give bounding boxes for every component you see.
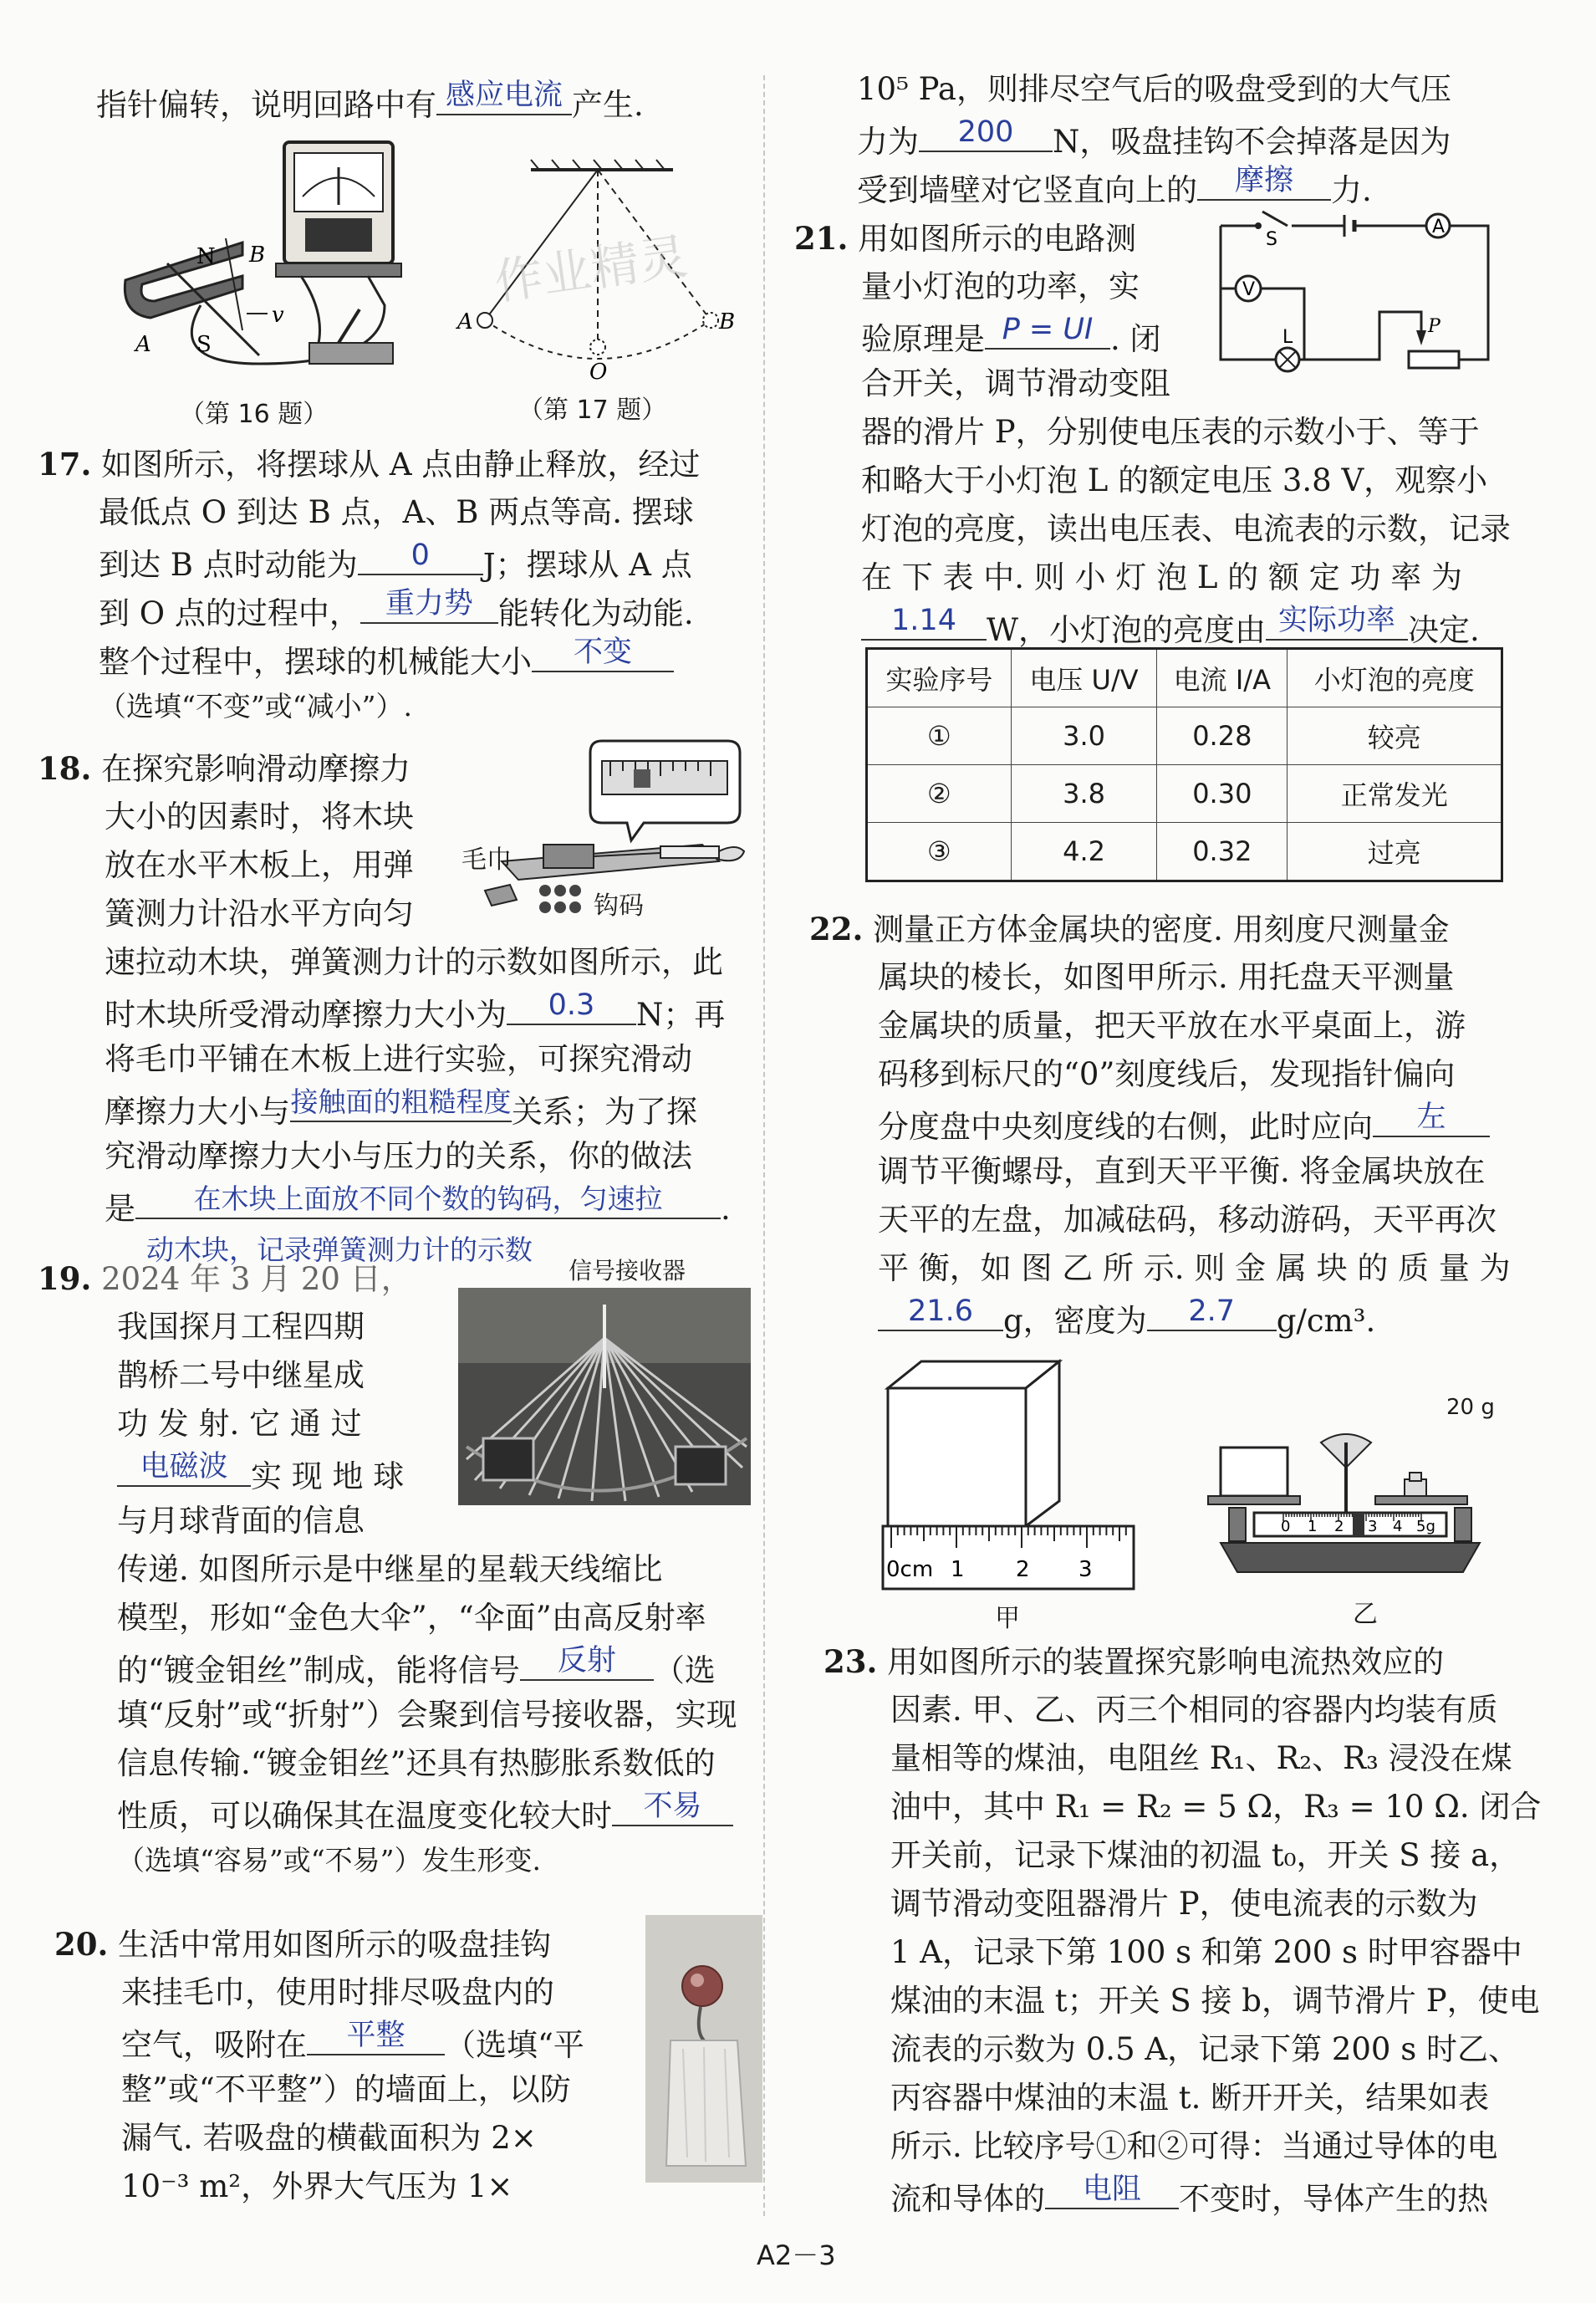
answer-blank: 摩擦 xyxy=(1197,162,1331,201)
q23-line-7: 1 A，记录下第 100 s 和第 200 s 时甲容器中 xyxy=(890,1934,1522,1970)
q22-line-4: 码移到标尺的“0”刻度线后，发现指针偏向 xyxy=(878,1056,1456,1092)
q20-line-5: 漏气. 若吸盘的横截面积为 2× xyxy=(121,2120,537,2156)
q21-line-6: 和略大于小灯泡 L 的额定电压 3.8 V，观察小 xyxy=(861,462,1488,498)
q18-line-9: 究滑动摩擦力大小与压力的关系，你的做法 xyxy=(105,1138,692,1174)
q18-line-1: 18. 在探究影响滑动摩擦力 xyxy=(38,750,411,787)
q17-line-3: 到达 B 点时动能为 0 J；摆球从 A 点 xyxy=(99,539,692,583)
q19-line-3: 鹊桥二号中继星成 xyxy=(117,1357,365,1393)
q23-line-2: 因素. 甲、乙、丙三个相同的容器内均装有质 xyxy=(890,1692,1498,1728)
q18-line-6: 时木块所受滑动摩擦力大小为 0.3 N；再 xyxy=(105,988,726,1033)
answer-blank: 不易 xyxy=(612,1788,733,1826)
table-cell: 较亮 xyxy=(1288,707,1502,765)
answer-blank: 感应电流 xyxy=(436,77,572,115)
table-cell: ③ xyxy=(867,823,1012,881)
circuit-label-V: V xyxy=(1242,279,1256,300)
balance-scale-label: 0 xyxy=(1281,1518,1291,1535)
fig17-label-B: B xyxy=(719,309,736,334)
q23-line-5: 开关前，记录下煤油的初温 t₀，开关 S 接 a， xyxy=(890,1837,1521,1873)
fig16-label-B: B xyxy=(249,243,266,268)
answer-blank: P = UI xyxy=(985,311,1110,350)
q20-suction-hook-photo xyxy=(645,1915,762,2183)
table-row xyxy=(867,765,1502,823)
q17-line-1: 17. 如图所示，将摆球从 A 点由静止释放，经过 xyxy=(38,446,701,483)
q22-line-6: 调节平衡螺母，直到天平平衡. 将金属块放在 xyxy=(878,1153,1486,1189)
q18-label-towel: 毛巾 xyxy=(461,845,512,875)
q21-line-5: 器的滑片 P，分别使电压表的示数小于、等于 xyxy=(861,414,1480,450)
q21-line-2: 量小灯泡的功率，实 xyxy=(861,268,1140,304)
ruler-label-2: 2 xyxy=(1016,1557,1030,1582)
q17-line-4: 到 O 点的过程中， 重力势 能转化为动能. xyxy=(99,587,694,631)
balance-scale-label: 1 xyxy=(1308,1518,1318,1535)
answer-blank: 平整 xyxy=(307,2017,445,2055)
q22-line-7: 天平的左盘，加减砝码，移动游码，天平再次 xyxy=(878,1202,1497,1238)
q21-line-1: 21. 用如图所示的电路测 xyxy=(794,220,1137,257)
q20-line-1: 20. 生活中常用如图所示的吸盘挂钩 xyxy=(54,1926,552,1963)
q16-tail-line: 指针偏转，说明回路中有 感应电流 产生. xyxy=(96,79,644,123)
fig17-label-A: A xyxy=(457,309,473,334)
q23-line-6: 调节滑动变阻器滑片 P，使电流表的示数为 xyxy=(890,1886,1478,1922)
table-cell: 3.0 xyxy=(1011,707,1156,765)
table-cell: 过亮 xyxy=(1288,823,1502,881)
q17-line-5: 整个过程中，摆球的机械能大小 不变 xyxy=(99,634,674,687)
fig16-caption: （第 16 题） xyxy=(180,400,329,429)
answer-blank: 0.3 xyxy=(507,987,636,1025)
q18-answer-cont: 动木块，记录弹簧测力计的示数 xyxy=(146,1233,533,1266)
q19-line-13: （选填“容易”或“不易”）发生形变. xyxy=(117,1844,541,1877)
table-cell: 0.32 xyxy=(1157,823,1288,881)
q19-label-receiver: 信号接收器 xyxy=(569,1257,686,1284)
balance-scale-label: 2 xyxy=(1334,1518,1344,1535)
fig16-label-N: N xyxy=(196,244,216,269)
q22-fig-yi-balance xyxy=(1204,1426,1497,1585)
q19-line-12: 性质，可以确保其在温度变化较大时 不易 xyxy=(117,1788,733,1841)
q19-line-10: 填“反射”或“折射”）会聚到信号接收器，实现 xyxy=(117,1697,737,1733)
ruler-label-3: 3 xyxy=(1078,1557,1093,1582)
fig16-label-v: v xyxy=(272,303,284,328)
table-cell: 3.8 xyxy=(1011,765,1156,823)
q19-antenna-photo xyxy=(458,1288,751,1505)
answer-blank: 电阻 xyxy=(1045,2171,1179,2209)
q22-weight-label: 20 g xyxy=(1446,1395,1495,1420)
q20-cont-line-3: 受到墙壁对它竖直向上的 摩擦 力. xyxy=(857,164,1372,208)
q21-line-7: 灯泡的亮度，读出电压表、电流表的示数，记录 xyxy=(861,511,1511,547)
answer-blank: 重力势 xyxy=(360,585,498,624)
q23-line-8: 煤油的末温 t；开关 S 接 b，调节滑片 P，使电 xyxy=(890,1983,1540,2019)
q23-line-4: 油中，其中 R₁ = R₂ = 5 Ω，R₃ = 10 Ω. 闭合 xyxy=(890,1789,1542,1825)
circuit-label-L: L xyxy=(1282,327,1293,348)
balance-scale-label: 3 xyxy=(1368,1518,1378,1535)
q18-line-5: 速拉动木块，弹簧测力计的示数如图所示，此 xyxy=(105,944,723,980)
q21-line-4: 合开关，调节滑动变阻 xyxy=(861,365,1170,401)
balance-scale-label: 4 xyxy=(1393,1518,1403,1535)
q21-line-9: 1.14 W，小灯泡的亮度由 实际功率 决定. xyxy=(861,602,1480,655)
table-cell: 0.28 xyxy=(1157,707,1288,765)
q19-line-6: 与月球背面的信息 xyxy=(117,1503,365,1539)
q22-fig-jia-caption: 甲 xyxy=(995,1604,1020,1633)
answer-blank: 不变 xyxy=(532,634,674,672)
answer-blank: 电磁波 xyxy=(117,1448,251,1487)
q20-cont-line-1: 10⁵ Pa，则排尽空气后的吸盘受到的大气压 xyxy=(857,71,1451,107)
table-header: 实验序号 xyxy=(867,649,1012,707)
circuit-label-A: A xyxy=(1432,217,1446,237)
circuit-label-P: P xyxy=(1428,316,1440,337)
answer-blank: 0 xyxy=(358,537,483,575)
q22-fig-yi-caption: 乙 xyxy=(1353,1600,1378,1629)
answer-blank: 左 xyxy=(1373,1099,1490,1137)
q18-line-3: 放在水平木板上，用弹 xyxy=(105,847,414,883)
answer-blank: 反射 xyxy=(520,1642,654,1681)
q18-line-10: 是 在木块上面放不同个数的钩码，匀速拉 . xyxy=(105,1182,731,1227)
q19-line-11: 信息传输.“镀金钼丝”还具有热膨胀系数低的 xyxy=(117,1745,716,1781)
fig16-label-A: A xyxy=(135,332,151,357)
q19-line-1: 19. 2024 年 3 月 20 日， xyxy=(38,1260,412,1297)
q21-line-8: 在 下 表 中. 则 小 灯 泡 L 的 额 定 功 率 为 xyxy=(861,559,1462,595)
table-header: 小灯泡的亮度 xyxy=(1288,649,1502,707)
q23-line-1: 23. 用如图所示的装置探究影响电流热效应的 xyxy=(823,1643,1445,1680)
answer-blank: 2.7 xyxy=(1147,1293,1277,1331)
q20-line-4: 整”或“不平整”）的墙面上，以防 xyxy=(121,2071,571,2107)
answer-blank: 1.14 xyxy=(861,602,987,641)
q22-line-5: 分度盘中央刻度线的右侧，此时应向 左 xyxy=(878,1099,1490,1152)
antenna-illustration xyxy=(458,1288,751,1505)
q18-line-7: 将毛巾平铺在木板上进行实验，可探究滑动 xyxy=(105,1041,692,1077)
watermark: 作业精灵 xyxy=(491,227,691,311)
answer-blank: 21.6 xyxy=(878,1293,1003,1331)
fig16-label-S: S xyxy=(196,332,212,357)
table-header: 电压 U/V xyxy=(1011,649,1156,707)
q22-line-9: 21.6 g，密度为 2.7 g/cm³. xyxy=(878,1293,1375,1346)
balance-scale-label: 5g xyxy=(1416,1518,1435,1535)
q20-cont-line-2: 力为 200 N，吸盘挂钩不会掉落是因为 xyxy=(857,115,1451,160)
answer-blank: 实际功率 xyxy=(1266,602,1408,641)
column-divider xyxy=(763,75,765,2216)
q19-line-9: 的“镀金钼丝”制成，能将信号 反射 （选 xyxy=(117,1644,716,1688)
answer-blank: 接触面的粗糙程度 xyxy=(290,1084,512,1122)
q19-line-2: 我国探月工程四期 xyxy=(117,1309,365,1345)
q20-line-3: 空气，吸附在 平整 （选填“平 xyxy=(121,2019,584,2063)
q22-line-3: 金属块的质量，把天平放在水平桌面上，游 xyxy=(878,1008,1466,1044)
q23-line-3: 量相等的煤油，电阻丝 R₁、R₂、R₃ 浸没在煤 xyxy=(890,1740,1512,1776)
q19-line-4: 功 发 射. 它 通 过 xyxy=(117,1406,362,1442)
table-row xyxy=(867,823,1502,881)
q19-line-5: 电磁波 实 现 地 球 xyxy=(117,1448,404,1501)
q23-line-11: 所示. 比较序号①和②可得：当通过导体的电 xyxy=(890,2128,1498,2164)
q22-line-1: 22. 测量正方体金属块的密度. 用刻度尺测量金 xyxy=(809,911,1450,947)
circuit-label-S: S xyxy=(1266,229,1277,250)
q22-fig-jia-cube-ruler xyxy=(880,1355,1139,1589)
q23-line-9: 流表的示数为 0.5 A，记录下第 200 s 时乙、 xyxy=(890,2031,1519,2067)
q18-line-2: 大小的因素时，将木块 xyxy=(105,799,414,835)
answer-blank: 在木块上面放不同个数的钩码，匀速拉 xyxy=(135,1181,721,1219)
q18-label-weights: 钩码 xyxy=(594,891,644,921)
table-cell: 0.30 xyxy=(1157,765,1288,823)
table-row xyxy=(867,707,1502,765)
q23-line-12: 流和导体的 电阻 不变时，导体产生的热 xyxy=(890,2173,1488,2217)
q17-line-6: （选填“不变”或“减小”）. xyxy=(99,690,412,723)
q21-data-table xyxy=(865,647,1503,882)
q22-line-2: 属块的棱长，如图甲所示. 用托盘天平测量 xyxy=(878,959,1455,995)
q19-line-7: 传递. 如图所示是中继星的星载天线缩比 xyxy=(117,1551,663,1587)
q20-line-2: 来挂毛巾，使用时排尽吸盘内的 xyxy=(121,1974,554,2010)
q18-line-4: 簧测力计沿水平方向匀 xyxy=(105,896,414,932)
table-cell: 4.2 xyxy=(1011,823,1156,881)
answer-blank: 200 xyxy=(919,114,1053,152)
table-cell: 正常发光 xyxy=(1288,765,1502,823)
table-cell: ② xyxy=(867,765,1012,823)
q22-line-8: 平 衡，如 图 乙 所 示. 则 金 属 块 的 质 量 为 xyxy=(878,1250,1511,1286)
page-number: A2－3 xyxy=(757,2239,836,2271)
q20-line-6: 10⁻³ m²，外界大气压为 1× xyxy=(121,2168,513,2204)
fig17-caption: （第 17 题） xyxy=(518,396,667,425)
fig17-label-O: O xyxy=(589,360,608,385)
q18-line-8: 摩擦力大小与 接触面的粗糙程度 关系；为了探 xyxy=(105,1085,697,1130)
ruler-label-0: 0cm xyxy=(886,1557,934,1582)
q21-circuit-diagram xyxy=(1212,205,1497,372)
table-header-row xyxy=(867,649,1502,707)
table-cell: ① xyxy=(867,707,1012,765)
q23-line-10: 丙容器中煤油的末温 t. 断开开关，结果如表 xyxy=(890,2080,1490,2116)
q21-line-3: 验原理是 P = UI . 闭 xyxy=(861,313,1161,357)
ruler-label-1: 1 xyxy=(951,1557,965,1582)
suction-hook-illustration xyxy=(645,1915,762,2183)
table-header: 电流 I/A xyxy=(1157,649,1288,707)
fig16-induction-diagram xyxy=(117,138,418,389)
q19-line-8: 模型，形如“金色大伞”，“伞面”由高反射率 xyxy=(117,1600,706,1636)
q17-line-2: 最低点 O 到达 B 点，A、B 两点等高. 摆球 xyxy=(99,494,694,530)
